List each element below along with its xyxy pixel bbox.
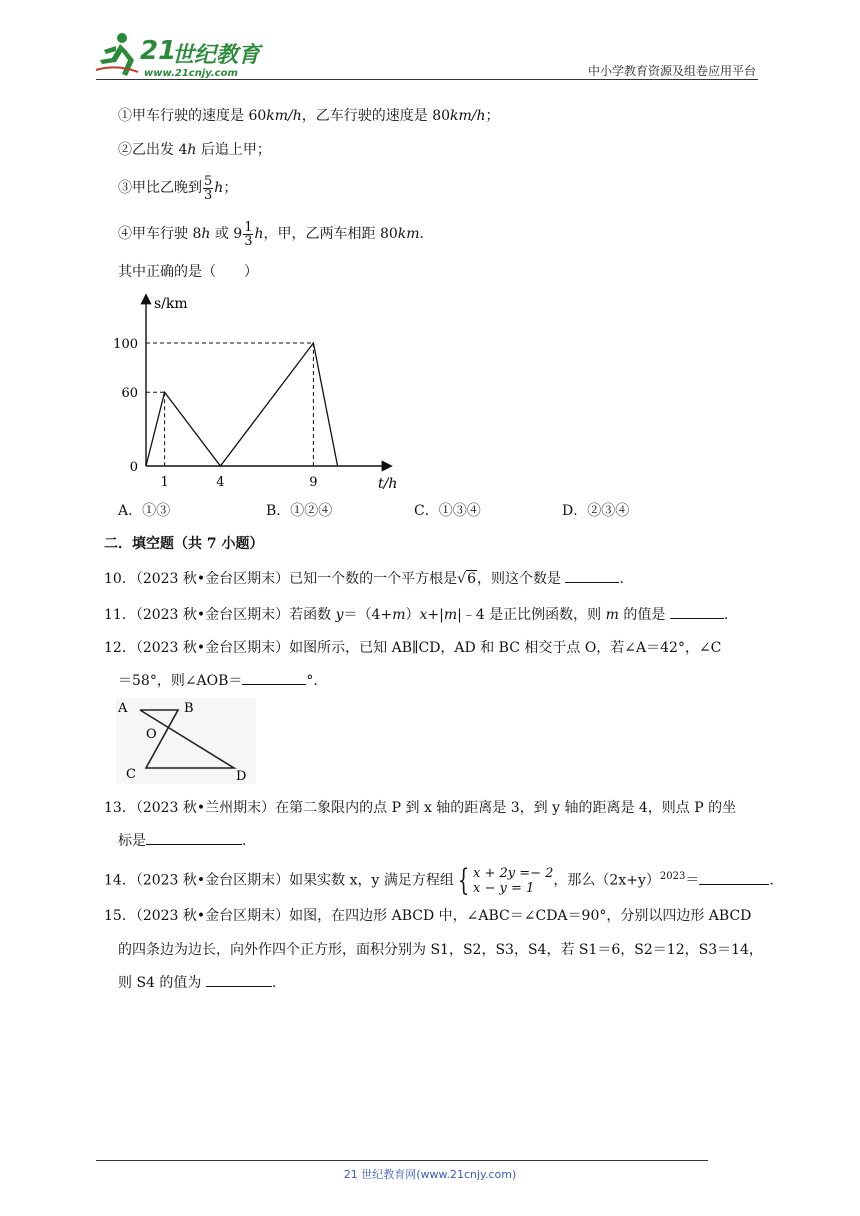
site-logo: [92, 30, 262, 82]
question-13-line-1: 13．（2023 秋•兰州期末）在第二象限内的点 P 到 x 轴的距离是 3，到 y 轴的距离是 4，则点 P 的坐: [104, 800, 737, 816]
answer-blank[interactable]: [146, 830, 242, 845]
runner-logo-icon: [92, 30, 142, 80]
svg-text:A: A: [118, 701, 128, 716]
question-11: 11．（2023 秋•金台区期末）若函数 y＝（4+m）x+|m|﹣4 是正比例函数，则 m 的值是 .: [104, 604, 728, 625]
footer-text: 21 世纪教育网(www.21cnjy.com): [343, 1168, 517, 1181]
y-axis-label: s/km: [154, 296, 188, 312]
y-tick-label: 0: [129, 460, 138, 475]
answer-blank[interactable]: [670, 604, 724, 619]
answer-blank[interactable]: [206, 972, 272, 987]
x-tick-label: 9: [309, 475, 318, 490]
option-c[interactable]: C．①③④: [414, 503, 481, 519]
option-d[interactable]: D．②③④: [562, 503, 630, 519]
statement-1: ①甲车行驶的速度是 60km/h，乙车行驶的速度是 80km/h；: [118, 108, 500, 124]
svg-text:B: B: [184, 701, 194, 716]
question-14: 14．（2023 秋•金台区期末）如果实数 x，y 满足方程组 { x + 2y =− 2 x − y = 1 ，那么$(2x+y)^{2023}=$ .: [104, 862, 774, 898]
geometry-figure-12: [116, 698, 256, 784]
series-line: [146, 343, 338, 466]
question-prompt: 其中正确的是（ ）: [118, 264, 258, 280]
x-axis-label: t/h: [378, 476, 398, 492]
header-divider: [96, 79, 758, 80]
x-tick-label: 1: [160, 475, 169, 490]
answer-blank[interactable]: [242, 670, 306, 685]
footer-divider: [96, 1160, 708, 1161]
svg-text:D: D: [236, 769, 247, 784]
question-10: 10．（2023 秋•金台区期末）已知一个数的一个平方根是√6，则这个数是 .: [104, 568, 624, 589]
answer-blank[interactable]: [565, 568, 619, 583]
question-12-line-2: ＝58°，则∠AOB＝ °．: [118, 670, 327, 691]
y-tick-label: 60: [121, 386, 138, 402]
question-15-line-2: 的四条边为边长，向外作四个正方形，面积分别为 S1，S2，S3，S4，若 S1＝6，S2＝12，S3＝14，: [118, 942, 763, 958]
statement-4: ④甲车行驶 8h 或 9 $\frac{1}{3}$ h，甲，乙两车相距 80km.: [118, 219, 424, 249]
distance-time-graph: [110, 288, 410, 494]
svg-text:C: C: [126, 767, 136, 782]
question-12-line-1: 12．（2023 秋•金台区期末）如图所示，已知 AB∥CD，AD 和 BC 相交于点 O，若∠A＝42°，∠C: [104, 640, 722, 656]
section-title: 二．填空题（共 7 小题）: [104, 536, 264, 552]
option-b[interactable]: B．①②④: [266, 503, 333, 519]
x-tick-label: 4: [216, 475, 225, 490]
option-a[interactable]: A．①③: [118, 503, 171, 519]
logo-text: 世纪教育: [172, 43, 261, 68]
y-tick-label: 100: [113, 337, 138, 352]
svg-text:O: O: [146, 727, 157, 742]
statement-3: ③甲比乙晚到 $\frac{5}{3}$ h；: [118, 173, 238, 203]
statement-2: ②乙出发 4h 后追上甲；: [118, 142, 271, 158]
logo-number: 21: [140, 36, 177, 66]
header-platform-name: 中小学教育资源及组卷应用平台: [587, 64, 756, 78]
question-15-line-1: 15．（2023 秋•金台区期末）如图，在四边形 ABCD 中，∠ABC＝∠CDA＝90°，分别以四边形 ABCD: [104, 908, 752, 924]
logo-url: www.21cnjy.com: [144, 68, 238, 79]
answer-blank[interactable]: [699, 870, 769, 885]
question-13-line-2: 标是 .: [118, 830, 246, 851]
question-15-line-3: 则 S4 的值为 .: [118, 972, 276, 993]
